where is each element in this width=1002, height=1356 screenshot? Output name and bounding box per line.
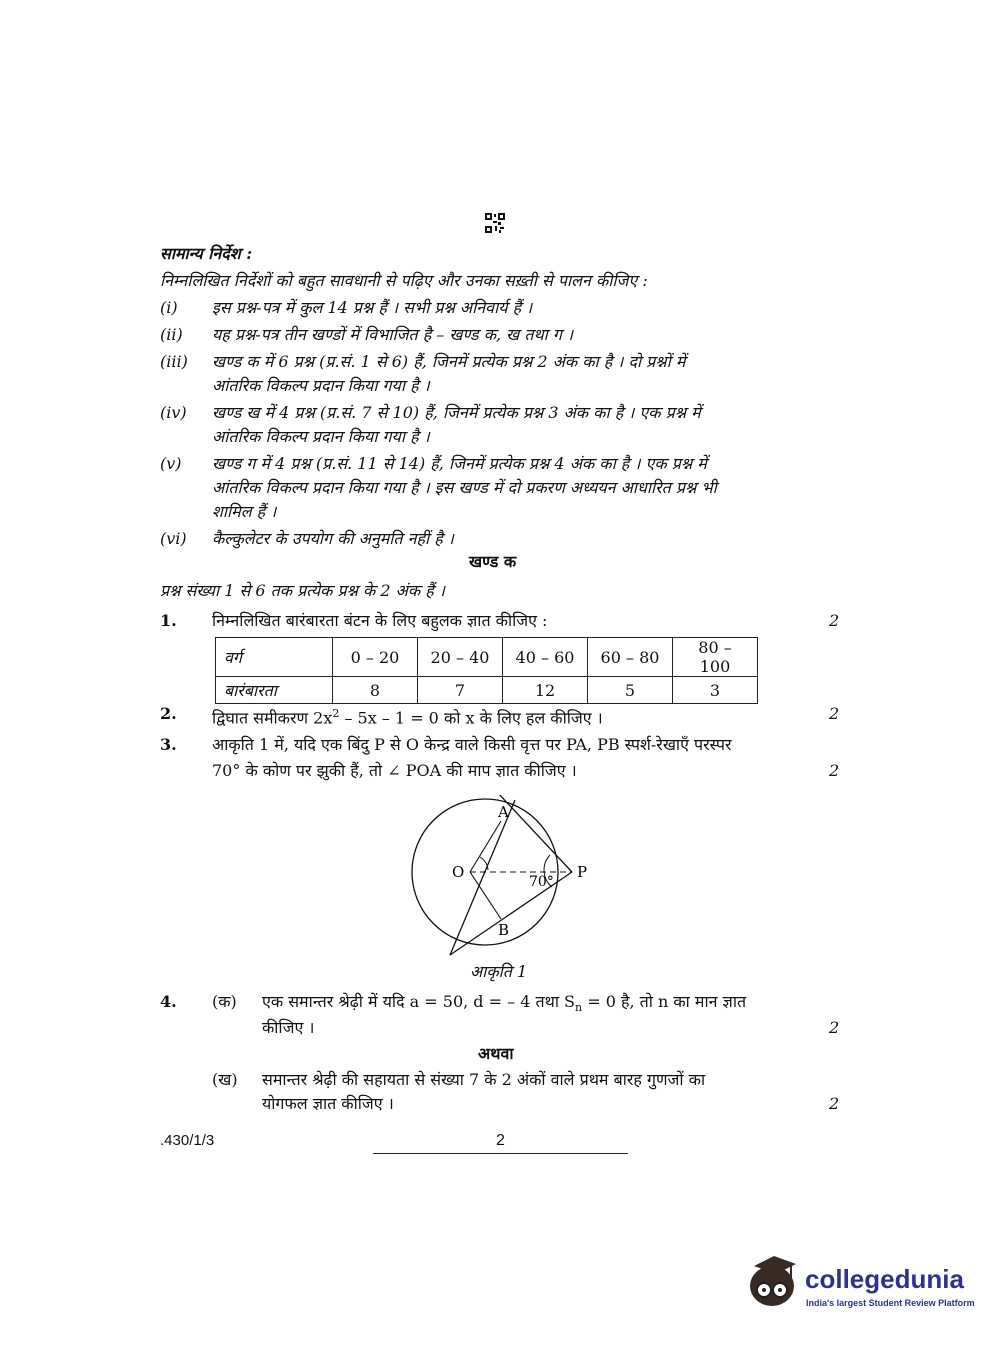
item-number: (ii) — [160, 325, 183, 344]
table-cell: वर्ग — [216, 638, 333, 677]
instructions-heading: सामान्य निर्देश : — [160, 244, 253, 263]
instructions-intro: निम्नलिखित निर्देशों को बहुत सावधानी से पढ़िए और उनका सख़्ती से पालन कीजिए : — [160, 271, 648, 290]
subscript: n — [575, 1001, 583, 1015]
instruction-line: शामिल हैं । — [212, 502, 277, 521]
item-number: (i) — [160, 298, 178, 317]
question-text: आकृति 1 में, यदि एक बिंदु P से O केन्द्र वाले किसी वृत्त पर PA, PB स्पर्श-रेखाएँ परस्पर — [212, 735, 732, 754]
question-text: कीजिए । — [262, 1018, 315, 1037]
question-text-part: – 5x – 1 = 0 को x के लिए हल कीजिए । — [339, 708, 603, 728]
instruction-line: यह प्रश्न-पत्र तीन खण्डों में विभाजित है – खण्ड क, ख तथा ग । — [212, 325, 574, 344]
logo-tagline: India's largest Student Review Platform — [806, 1298, 975, 1308]
item-number: (vi) — [160, 529, 187, 548]
item-number: (iii) — [160, 352, 188, 371]
question-text: समान्तर श्रेढ़ी की सहायता से संख्या 7 के 2 अंकों वाले प्रथम बारह गुणजों का — [262, 1070, 706, 1089]
point-o-label: O — [452, 863, 465, 881]
question-text: योगफल ज्ञात कीजिए । — [262, 1094, 394, 1113]
instruction-line: आंतरिक विकल्प प्रदान किया गया है । इस खण्ड में दो प्रकरण अध्ययन आधारित प्रश्न भी — [212, 478, 717, 497]
question-text: 70° के कोण पर झुकी हैं, तो ∠ POA की माप ज्ञात कीजिए । — [212, 761, 577, 780]
table-cell: बारंबारता — [216, 677, 333, 704]
table-cell: 60 – 80 — [588, 638, 673, 677]
logo-wordmark: collegedunia — [805, 1264, 964, 1294]
exponent: 2 — [332, 707, 340, 720]
section-title: खण्ड क — [469, 552, 517, 571]
instruction-line: खण्ड ग में 4 प्रश्न (प्र.सं. 11 से 14) हैं, जिनमें प्रत्येक प्रश्न 4 अंक का है । एक प्रश्न में — [212, 454, 707, 473]
point-a-label: A — [498, 803, 509, 821]
footer-rule — [373, 1153, 628, 1154]
tangent-figure — [400, 795, 610, 960]
table-cell: 20 – 40 — [418, 638, 503, 677]
figure-caption: आकृति 1 — [470, 962, 528, 981]
question-marks: 2 — [829, 704, 840, 723]
table-cell: 0 – 20 — [333, 638, 418, 677]
table-cell: 7 — [418, 677, 503, 704]
instruction-line: कैल्कुलेटर के उपयोग की अनुमति नहीं है । — [212, 529, 454, 548]
instruction-line: आंतरिक विकल्प प्रदान किया गया है । — [212, 427, 430, 446]
table-cell: 12 — [503, 677, 588, 704]
section-note: प्रश्न संख्या 1 से 6 तक प्रत्येक प्रश्न के 2 अंक हैं । — [160, 581, 445, 600]
instruction-line: खण्ड ख में 4 प्रश्न (प्र.सं. 7 से 10) हैं, जिनमें प्रत्येक प्रश्न 3 अंक का है । एक प्रश्न में — [212, 403, 701, 422]
part-label: (ख) — [212, 1070, 238, 1089]
point-p-label: P — [577, 863, 588, 881]
frequency-table — [215, 637, 758, 704]
collegedunia-mascot-icon — [744, 1252, 802, 1310]
question-marks: 2 — [829, 1094, 840, 1113]
table-row — [216, 677, 758, 704]
page-number: 2 — [496, 1132, 505, 1149]
question-text-part: द्विघात समीकरण 2x — [212, 708, 333, 728]
question-number: 3. — [160, 735, 177, 754]
instruction-line: खण्ड क में 6 प्रश्न (प्र.सं. 1 से 6) हैं, जिनमें प्रत्येक प्रश्न 2 अंक का है । दो प्रश्नों में — [212, 352, 686, 371]
question-number: 2. — [160, 704, 177, 723]
question-marks: 2 — [829, 1018, 840, 1037]
table-cell: 8 — [333, 677, 418, 704]
table-cell: 80 – 100 — [673, 638, 758, 677]
question-marks: 2 — [829, 611, 840, 630]
item-number: (iv) — [160, 403, 187, 422]
instruction-line: आंतरिक विकल्प प्रदान किया गया है । — [212, 376, 430, 395]
question-text-part: एक समान्तर श्रेढ़ी में यदि a = 50, d = – 4 तथा S — [262, 992, 576, 1011]
question-text: निम्नलिखित बारंबारता बंटन के लिए बहुलक ज्ञात कीजिए : — [212, 611, 548, 630]
question-text — [212, 703, 603, 729]
table-row — [216, 638, 758, 677]
table-cell: 5 — [588, 677, 673, 704]
question-text-part: = 0 है, तो n का मान ज्ञात — [582, 992, 747, 1011]
part-label: (क) — [212, 992, 237, 1011]
instruction-line: इस प्रश्न-पत्र में कुल 14 प्रश्न हैं । सभी प्रश्न अनिवार्य हैं । — [212, 298, 533, 317]
qr-code-icon — [485, 213, 505, 233]
table-cell: 3 — [673, 677, 758, 704]
table-cell: 40 – 60 — [503, 638, 588, 677]
or-separator: अथवा — [478, 1044, 514, 1063]
question-number: 1. — [160, 611, 177, 630]
paper-code: .430/1/3 — [160, 1132, 215, 1149]
question-marks: 2 — [829, 761, 840, 780]
item-number: (v) — [160, 454, 182, 473]
angle-label: 70° — [529, 874, 554, 890]
question-text — [262, 991, 746, 1019]
point-b-label: B — [498, 921, 510, 939]
question-number: 4. — [160, 992, 177, 1011]
